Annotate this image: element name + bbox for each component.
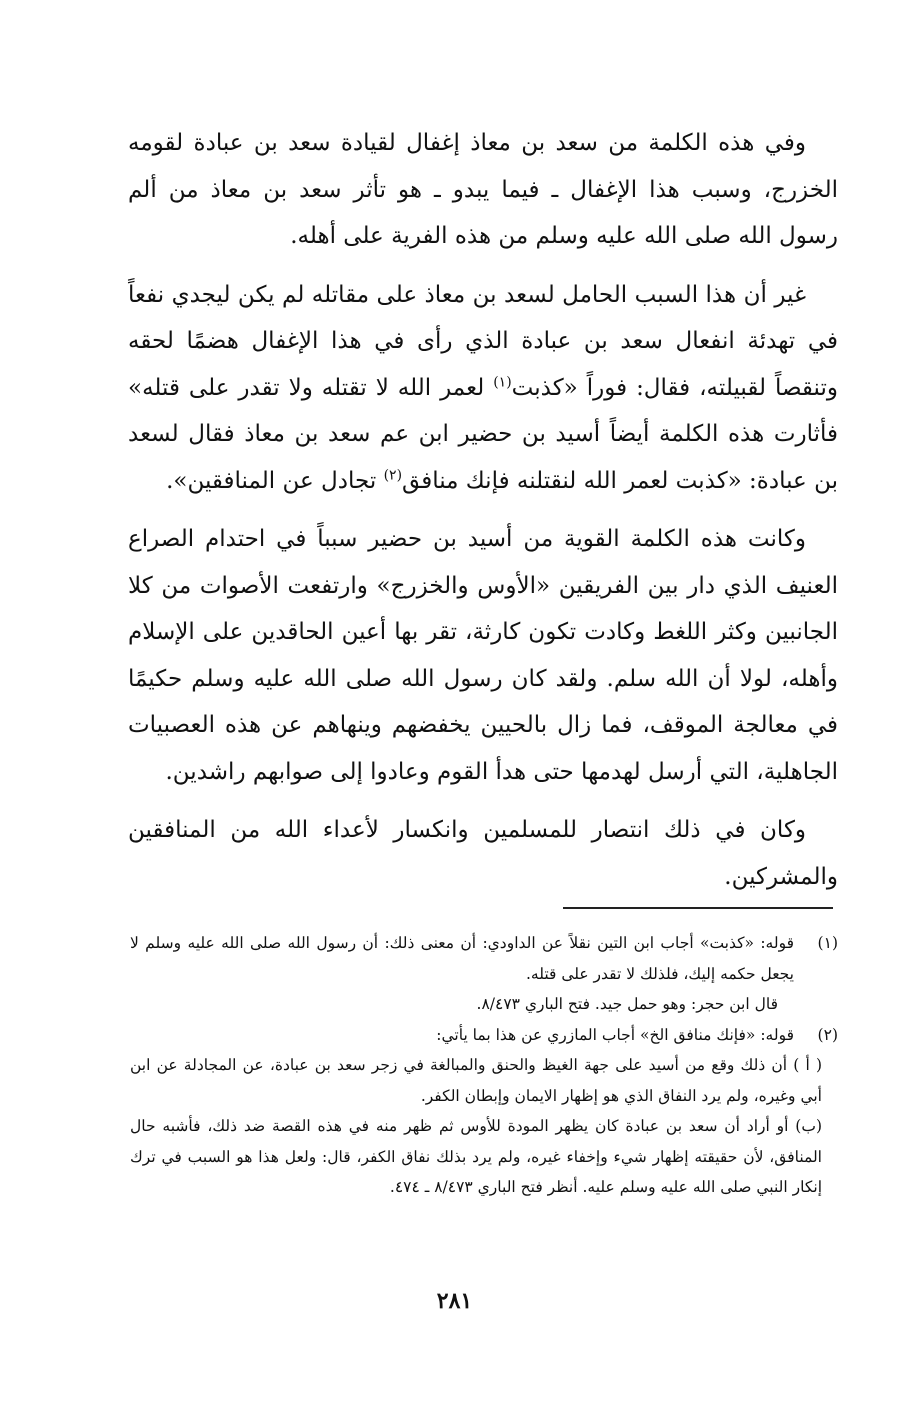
page-number: ٢٨١ [436, 1288, 473, 1314]
footnote-2-body [130, 1020, 794, 1051]
footnote-1-body [130, 928, 794, 1020]
footnote-2-number: (٢) [817, 1025, 838, 1044]
footnote-2-item-b: (ب) أو أراد أن سعد بن عبادة كان يظهر المودة للأوس ثم ظهر منه في هذه القصة ضد ذلك، فأشبه حال المنافق، لأن حقيقته إظهار شيء وإخفاء غيره، ولم يرد بذلك نفاق الكفر، قال: ولعل هذا هو السبب في ترك إنكار النبي صلى الله عليه وسلم عليه. أنظر فتح الباري ٨/٤٧٣ ـ ٤٧٤. [130, 1117, 822, 1196]
footnote-2-text: قوله: «فإنك منافق الخ» أجاب المازري عن هذا بما يأتي: [436, 1025, 794, 1044]
paragraph-2-part-c: تجادل عن المنافقين». [166, 467, 384, 494]
paragraph-2-part-b: لعمر الله لا تقتله ولا تقدر على قتله» فأثارت هذه الكلمة أيضاً أسيد بن حضير ابن عم سعد بن معاذ فقال لسعد بن عبادة: «كذبت لعمر الله لنقتلنه فإنك منافق [128, 374, 838, 494]
footnote-2 [130, 1020, 838, 1051]
footnotes [130, 928, 838, 1203]
footnote-1 [130, 928, 838, 1020]
footnote-ref-2: (٢) [383, 466, 403, 483]
footnote-1-source: قال ابن حجر: وهو حمل جيد. فتح الباري ٨/٤٧٣. [476, 995, 778, 1013]
footnote-ref-1: (١) [493, 373, 512, 390]
paragraph-3: وكانت هذه الكلمة القوية من أسيد بن حضير سبباً في احتدام الصراع العنيف الذي دار بين الفريقين «الأوس والخزرج» وارتفعت الأصوات من كلا الجانبين وكثر اللغط وكادت تكون كارثة، تقر بها أعين الحاقدين على الإسلام وأهله، لولا أن الله سلم. ولقد كان رسول الله صلى الله عليه وسلم حكيمًا في معالجة الموقف، فما زال بالحيين يخفضهم وينهاهم عن هذه العصبيات الجاهلية، التي أرسل لهدمها حتى هدأ القوم وعادوا إلى صوابهم راشدين. [128, 526, 838, 785]
footnote-1-number: (١) [817, 934, 838, 952]
paragraph-2 [128, 272, 838, 505]
paragraph-2-part-a: غير أن هذا السبب الحامل لسعد بن معاذ على مقاتله لم يكن ليجدي نفعاً في تهدئة انفعال سعد بن عبادة الذي رأى في هذا الإغفال هضمًا لحقه وتنقصاً لقبيلته، فقال: فوراً «كذبت [128, 281, 838, 401]
main-text [128, 120, 838, 912]
footnote-2-item-a: ( أ ) أن ذلك وقع من أسيد على جهة الغيظ والحنق والمبالغة في زجر سعد بن عبادة، عن المجادلة عن ابن أبي وغيره، ولم يرد النفاق الذي هو إظهار الايمان وإبطان الكفر. [130, 1056, 822, 1105]
paragraph-4: وكان في ذلك انتصار للمسلمين وانكسار لأعداء الله من المنافقين والمشركين. [128, 817, 838, 890]
paragraph-1: وفي هذه الكلمة من سعد بن معاذ إغفال لقيادة سعد بن عبادة لقومه الخزرج، وسبب هذا الإغفال ـ فيما يبدو ـ هو تأثر سعد بن معاذ من ألم رسول الله صلى الله عليه وسلم من هذه الفرية على أهله. [128, 130, 838, 249]
footnote-1-text: قوله: «كذبت» أجاب ابن التين نقلاً عن الداودي: أن معنى ذلك: أن رسول الله صلى الله عليه وسلم لا يجعل حكمه إليك، فلذلك لا تقدر على قتله. [130, 934, 794, 983]
footnote-separator [563, 907, 833, 909]
